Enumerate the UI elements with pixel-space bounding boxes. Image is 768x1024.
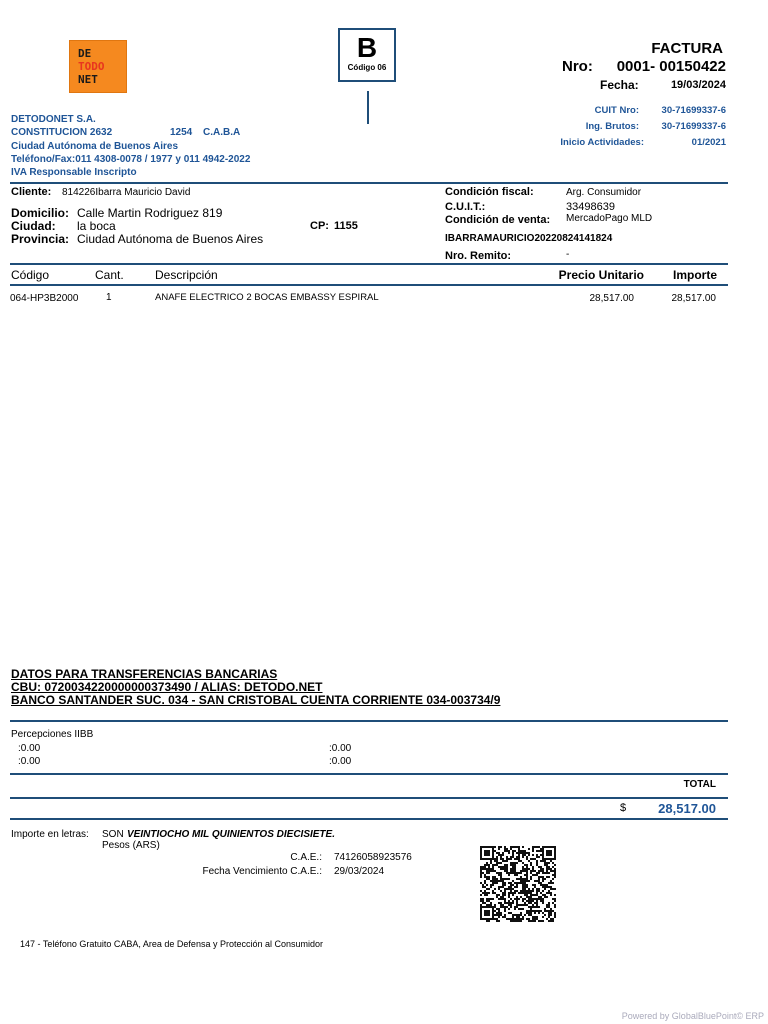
col-header-precio: Precio Unitario <box>558 268 644 282</box>
perception-right-2: :0.00 <box>329 756 352 767</box>
cond-fiscal-label: Condición fiscal: <box>445 186 534 198</box>
row-codigo: 064-HP3B2000 <box>10 293 79 304</box>
bank-title: DATOS PARA TRANSFERENCIAS BANCARIAS <box>11 667 278 681</box>
remito-value: - <box>566 249 570 260</box>
row-precio: 28,517.00 <box>589 293 634 304</box>
col-header-cant: Cant. <box>95 268 124 282</box>
col-header-codigo: Código <box>11 268 50 282</box>
cp-label: CP: <box>310 220 329 232</box>
invoice-date: 19/03/2024 <box>670 79 726 91</box>
cuit-value: 30-71699337-6 <box>661 105 726 116</box>
inicio-label: Inicio Actividades: <box>560 137 644 148</box>
cuit-label: CUIT Nro: <box>594 105 639 116</box>
ciudad-label: Ciudad: <box>11 219 56 233</box>
domicilio-label: Domicilio: <box>11 206 70 220</box>
cliente-value: 814226Ibarra Mauricio David <box>62 187 191 198</box>
total-mid-rule <box>10 797 728 799</box>
total-amount: 28,517.00 <box>658 801 716 816</box>
client-cuit-label: C.U.I.T.: <box>445 201 486 213</box>
inicio-value: 01/2021 <box>691 137 726 148</box>
nro-label: Nro: <box>562 58 593 75</box>
row-importe: 28,517.00 <box>671 293 716 304</box>
invoice-type-code: Código 06 <box>347 63 387 72</box>
company-iva: IVA Responsable Inscripto <box>11 167 137 178</box>
total-currency: $ <box>620 802 627 814</box>
invoice-type-box <box>338 28 396 82</box>
cae-venc-label: Fecha Vencimiento C.A.E.: <box>202 866 322 877</box>
remito-label: Nro. Remito: <box>445 250 511 262</box>
fecha-label: Fecha: <box>600 78 639 92</box>
consumer-note: 147 - Teléfono Gratuito CABA, Area de Defensa y Protección al Consumidor <box>20 939 323 949</box>
row-descripcion: ANAFE ELECTRICO 2 BOCAS EMBASSY ESPIRAL <box>155 292 379 303</box>
company-city: Ciudad Autónoma de Buenos Aires <box>11 141 179 152</box>
bank-account: BANCO SANTANDER SUC. 034 - SAN CRISTOBAL CUENTA CORRIENTE 034-003734/9 <box>11 693 501 707</box>
cp-value: 1155 <box>334 220 358 232</box>
company-postal: 1254 <box>170 127 193 138</box>
company-name: DETODONET S.A. <box>11 114 96 125</box>
col-header-importe: Importe <box>672 268 717 282</box>
ib-label: Ing. Brutos: <box>585 121 639 132</box>
cae-venc-value: 29/03/2024 <box>334 866 385 877</box>
table-header-rule <box>10 284 728 286</box>
cond-fiscal-value: Arg. Consumidor <box>566 187 642 198</box>
total-top-rule <box>10 773 728 775</box>
col-header-descripcion: Descripción <box>155 268 218 282</box>
domicilio-value: Calle Martin Rodriguez 819 <box>77 206 223 220</box>
sale-reference: IBARRAMAURICIO20220824141824 <box>445 233 613 244</box>
row-cant: 1 <box>106 292 112 303</box>
logo-line-1: DE <box>78 47 92 60</box>
logo-line-3: NET <box>78 73 98 86</box>
company-city-short: C.A.B.A <box>203 127 241 138</box>
perception-left-1: :0.00 <box>18 743 41 754</box>
provincia-label: Provincia: <box>11 232 70 246</box>
invoice-number: 0001- 00150422 <box>616 58 726 75</box>
letras-value: VEINTIOCHO MIL QUINIENTOS DIECISIETE. <box>127 829 335 840</box>
company-logo <box>69 40 127 93</box>
header-rule <box>10 182 728 184</box>
company-address: CONSTITUCION 2632 <box>11 127 113 138</box>
ciudad-value: la boca <box>77 219 116 233</box>
logo-line-2: TODO <box>78 60 105 73</box>
total-bottom-rule <box>10 818 728 820</box>
provincia-value: Ciudad Autónoma de Buenos Aires <box>77 232 264 246</box>
doc-title: FACTURA <box>651 40 723 57</box>
cliente-label: Cliente: <box>11 186 52 198</box>
client-cuit-value: 33498639 <box>566 201 615 213</box>
qr-code <box>478 846 558 922</box>
company-phone: Teléfono/Fax:011 4308-0078 / 1977 y 011 4942-2022 <box>11 154 251 165</box>
letras-label: Importe en letras: <box>11 829 89 840</box>
cond-venta-value: MercadoPago MLD <box>566 213 653 224</box>
powered-by: Powered by GlobalBluePoint© ERP <box>621 1011 764 1021</box>
ib-value: 30-71699337-6 <box>661 121 726 132</box>
total-label: TOTAL <box>683 779 716 790</box>
table-top-rule <box>10 263 728 265</box>
cond-venta-label: Condición de venta: <box>445 214 551 226</box>
perception-right-1: :0.00 <box>329 743 352 754</box>
perception-left-2: :0.00 <box>18 756 41 767</box>
perceptions-top-rule <box>10 720 728 722</box>
cae-label: C.A.E.: <box>290 852 322 863</box>
letras-currency: Pesos (ARS) <box>102 840 160 851</box>
invoice-type-letter: B <box>356 32 378 63</box>
cae-value: 74126058923576 <box>334 852 412 863</box>
bank-cbu: CBU: 0720034220000000373490 / ALIAS: DETODO.NET <box>11 680 323 694</box>
type-divider <box>367 91 369 124</box>
letras-prefix: SON <box>102 829 124 840</box>
perceptions-title: Percepciones IIBB <box>11 729 94 740</box>
